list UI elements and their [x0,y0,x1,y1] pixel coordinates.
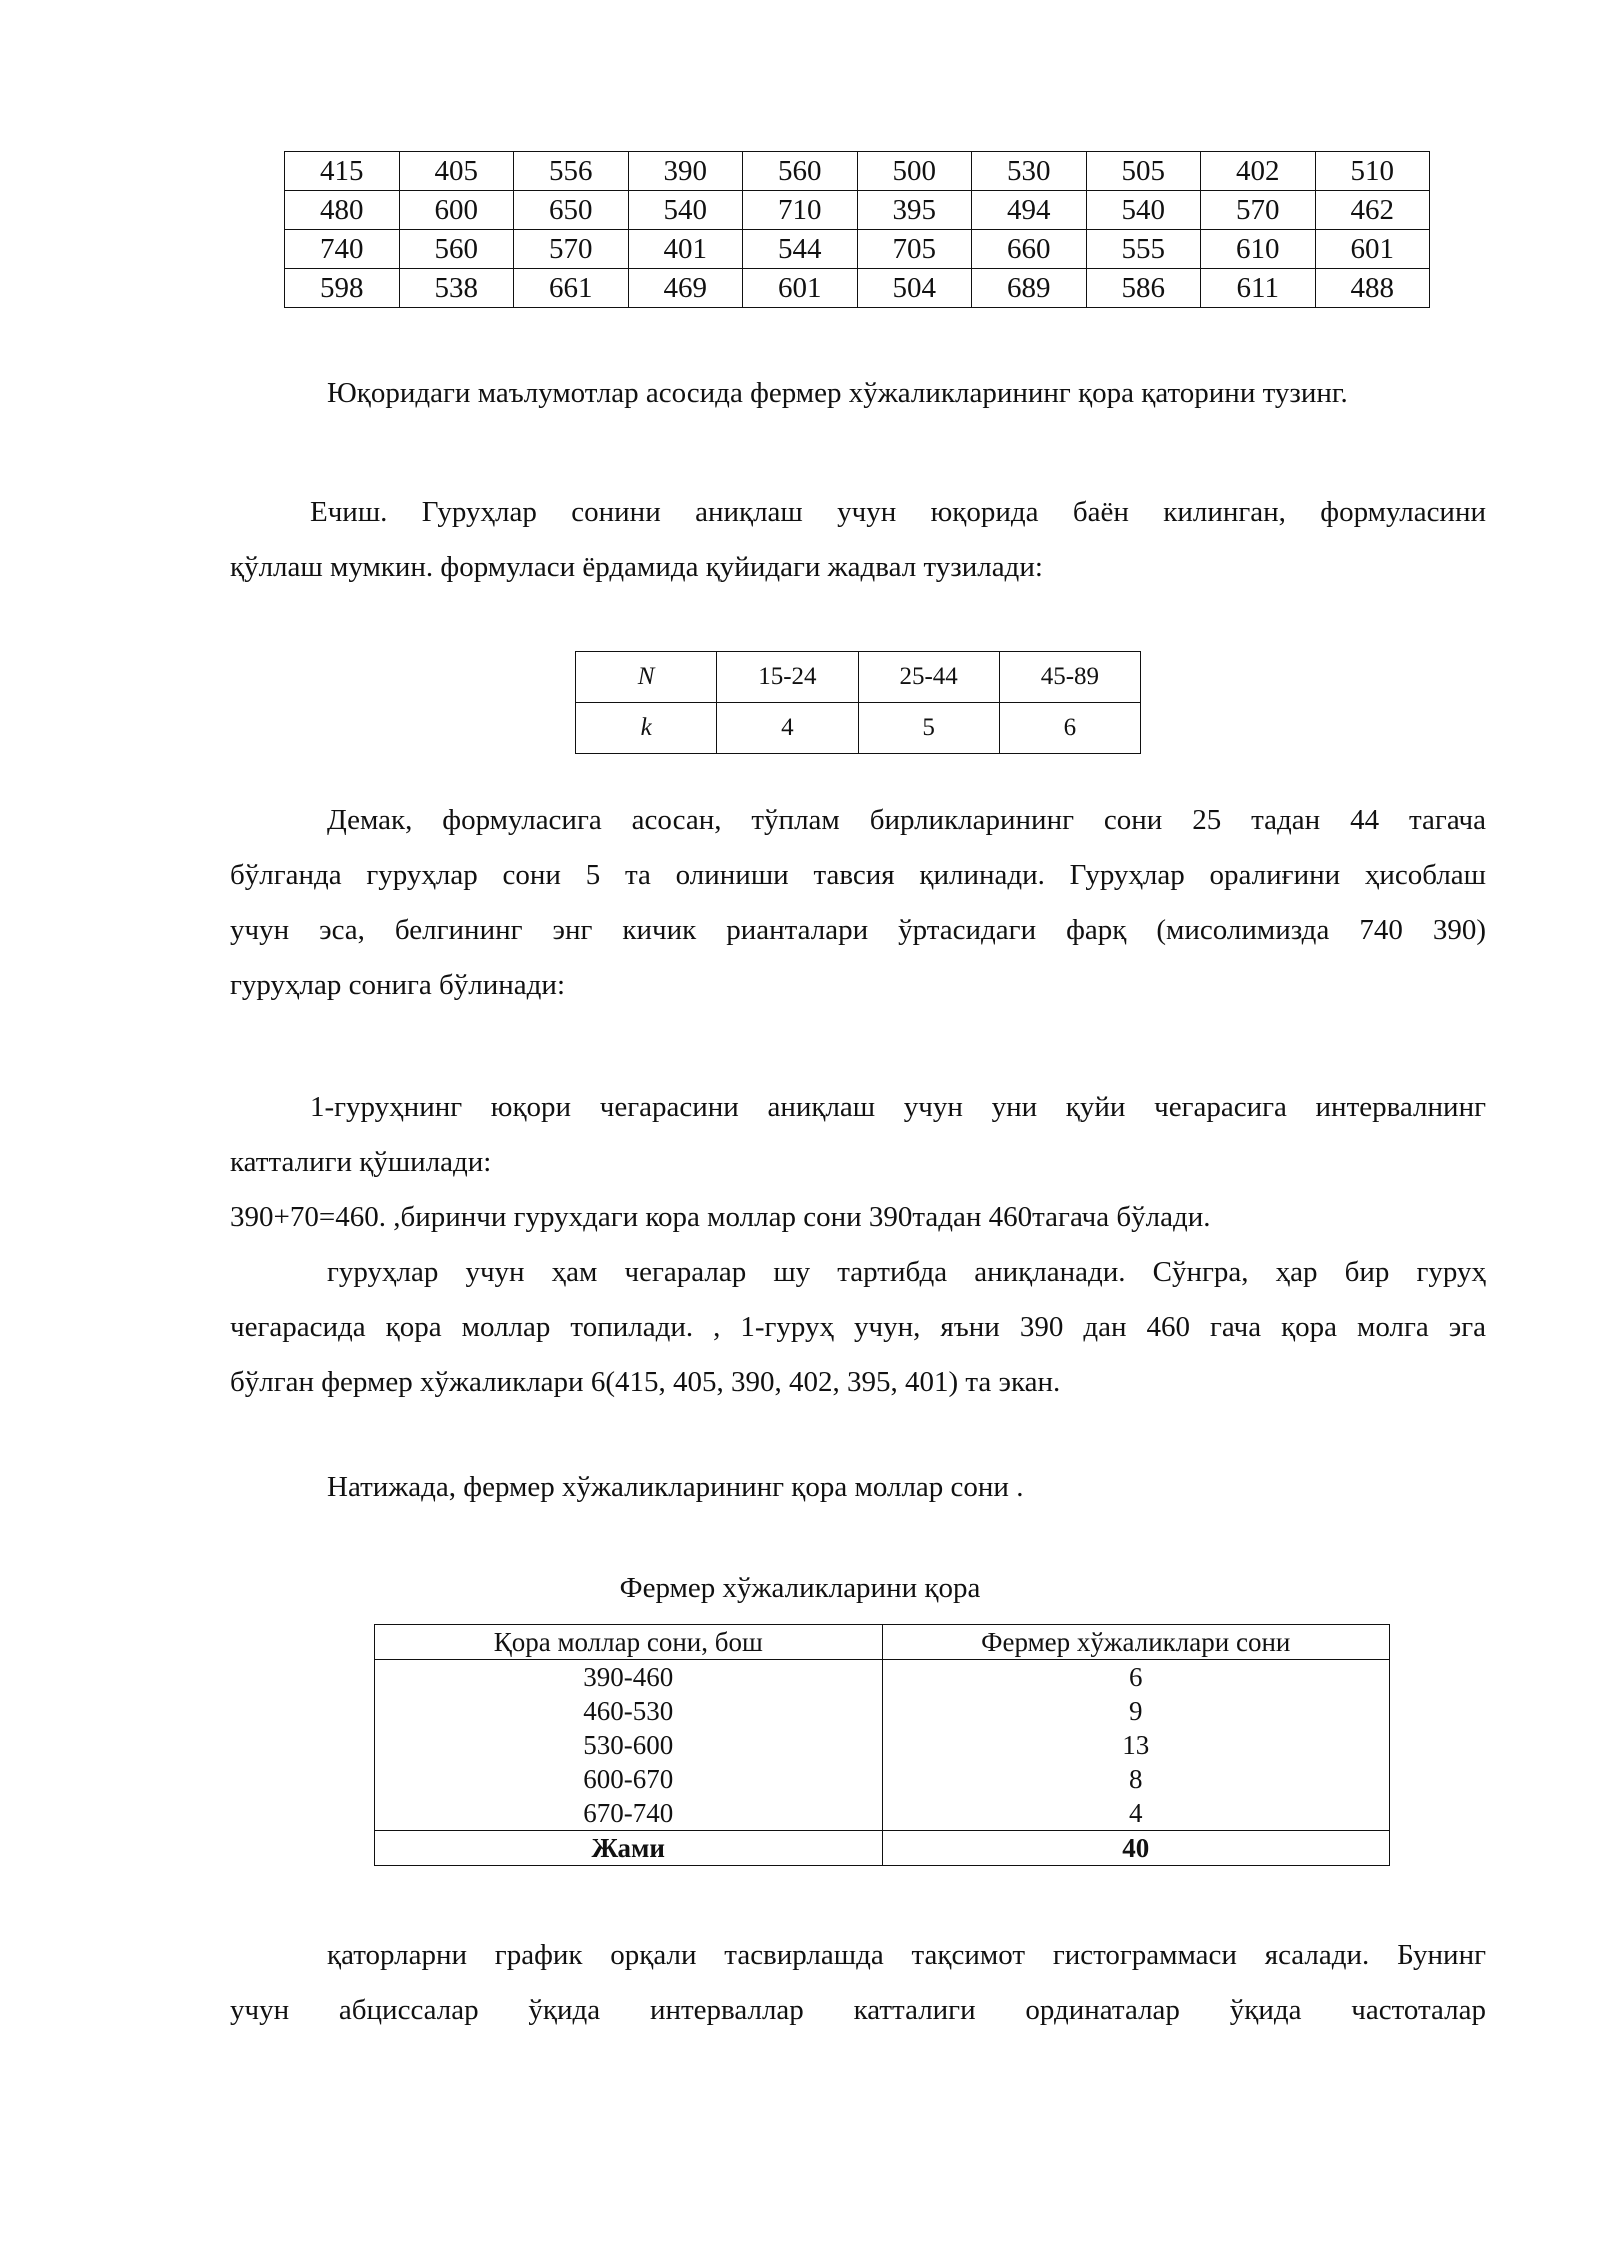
table-cell: 9 [882,1694,1390,1728]
table-row [375,1694,1390,1728]
paragraph-line: қўллаш мумкин. формуласи ёрдамида қуйидаги жадвал тузилади: [230,551,1043,583]
table-cell: 15-24 [717,652,858,703]
table-cell: 601 [1315,230,1430,269]
table-cell: 390 [628,152,743,191]
table-cell: 480 [285,191,400,230]
paragraph-line: гуруҳлар сонига бўлинади: [230,969,566,1001]
table-cell: 6 [882,1660,1390,1695]
total-row [375,1831,1390,1866]
table-cell: 600-670 [375,1762,883,1796]
paragraph-line: 1-гуруҳнинг юқори чегарасини аниқлаш учун уни қуйи чегарасига интервалнинг [310,1091,1486,1123]
paragraph-line: Демак, формуласига асосан, тўплам бирликларининг сони 25 тадан 44 тагача [327,804,1486,836]
paragraph-line: учун абциссалар ўқида интерваллар катталиги ординаталар ўқида частоталар [230,1994,1486,2026]
table-row [285,152,1430,191]
table-header-row [375,1625,1390,1660]
table-row [375,1728,1390,1762]
table-cell: 710 [743,191,858,230]
group-count-table [575,651,1141,754]
table-cell: 469 [628,269,743,308]
table-cell: 40 [882,1831,1390,1866]
table-cell: 500 [857,152,972,191]
table-cell: N [576,652,717,703]
table-cell: 610 [1201,230,1316,269]
table-cell: 540 [1086,191,1201,230]
table-cell: 462 [1315,191,1430,230]
table-row [285,269,1430,308]
table-cell: 570 [514,230,629,269]
column-header: Қора моллар сони, бош [375,1625,883,1660]
column-header: Фермер хўжаликлари сони [882,1625,1390,1660]
table-cell: 586 [1086,269,1201,308]
table-cell: 600 [399,191,514,230]
table-cell: 540 [628,191,743,230]
table-row [285,191,1430,230]
table-cell: 530-600 [375,1728,883,1762]
table-cell: 601 [743,269,858,308]
table-cell: 488 [1315,269,1430,308]
table-cell: 555 [1086,230,1201,269]
table-cell: 45-89 [999,652,1140,703]
table-cell: 705 [857,230,972,269]
paragraph-line: 390+70=460. ,биринчи гурухдаги кора моллар сони 390тадан 460тагача бўлади. [230,1201,1211,1233]
table-row [285,230,1430,269]
grouped-series-table [374,1624,1390,1866]
table-cell: 4 [717,703,858,754]
table-cell: 660 [972,230,1087,269]
task-paragraph: Юқоридаги маълумотлар асосида фермер хўжаликларининг қора қаторини тузинг. [327,377,1348,409]
table-cell: 530 [972,152,1087,191]
table-cell: 13 [882,1728,1390,1762]
table-cell: 570 [1201,191,1316,230]
table-cell: 504 [857,269,972,308]
table-cell: 405 [399,152,514,191]
table-cell: 402 [1201,152,1316,191]
table-cell: 460-530 [375,1694,883,1728]
table-cell: 510 [1315,152,1430,191]
table-cell: 650 [514,191,629,230]
table-cell: 6 [999,703,1140,754]
table-row [375,1660,1390,1695]
table-row [576,652,1141,703]
table-cell: 8 [882,1762,1390,1796]
paragraph-line: катталиги қўшилади: [230,1146,492,1178]
paragraph-line: Ечиш. Гуруҳлар сонини аниқлаш учун юқорида баён килинган, формуласини [310,496,1486,528]
table-cell: 598 [285,269,400,308]
table-cell: 5 [858,703,999,754]
table-cell: 401 [628,230,743,269]
table-cell: 390-460 [375,1660,883,1695]
table-cell: 611 [1201,269,1316,308]
table-cell: 538 [399,269,514,308]
table-cell: 560 [743,152,858,191]
table-cell: 556 [514,152,629,191]
table-cell: 4 [882,1796,1390,1831]
table-caption: Фермер хўжаликларини қора [619,1572,981,1604]
table-row [576,703,1141,754]
paragraph-line: қаторларни график орқали тасвирлашда тақсимот гистограммаси ясалади. Бунинг [327,1939,1486,1971]
table-cell: 689 [972,269,1087,308]
paragraph-line: чегарасида қора моллар топилади. , 1-гуруҳ учун, яъни 390 дан 460 гача қора молга эга [230,1311,1486,1343]
table-cell: 415 [285,152,400,191]
table-cell: 505 [1086,152,1201,191]
table-cell: 544 [743,230,858,269]
table-row [375,1796,1390,1831]
table-cell: 395 [857,191,972,230]
table-row [375,1762,1390,1796]
table-cell: 25-44 [858,652,999,703]
raw-data-table [284,151,1430,308]
paragraph-line: гуруҳлар учун ҳам чегаралар шу тартибда аниқланади. Сўнгра, ҳар бир гуруҳ [327,1256,1486,1288]
table-cell: k [576,703,717,754]
paragraph-line: бўлган фермер хўжаликлари 6(415, 405, 390, 402, 395, 401) та экан. [230,1366,1061,1398]
paragraph-line: учун эса, белгининг энг кичик рианталари ўртасидаги фарқ (мисолимизда 740 390) [230,914,1486,946]
paragraph-line: бўлганда гуруҳлар сони 5 та олиниши тавсия қилинади. Гуруҳлар оралиғини ҳисоблаш [230,859,1486,891]
table-cell: 740 [285,230,400,269]
table-cell: 560 [399,230,514,269]
table-cell: 670-740 [375,1796,883,1831]
table-cell: 661 [514,269,629,308]
table-cell: Жами [375,1831,883,1866]
table-cell: 494 [972,191,1087,230]
result-paragraph: Натижада, фермер хўжаликларининг қора моллар сони . [327,1471,1024,1503]
